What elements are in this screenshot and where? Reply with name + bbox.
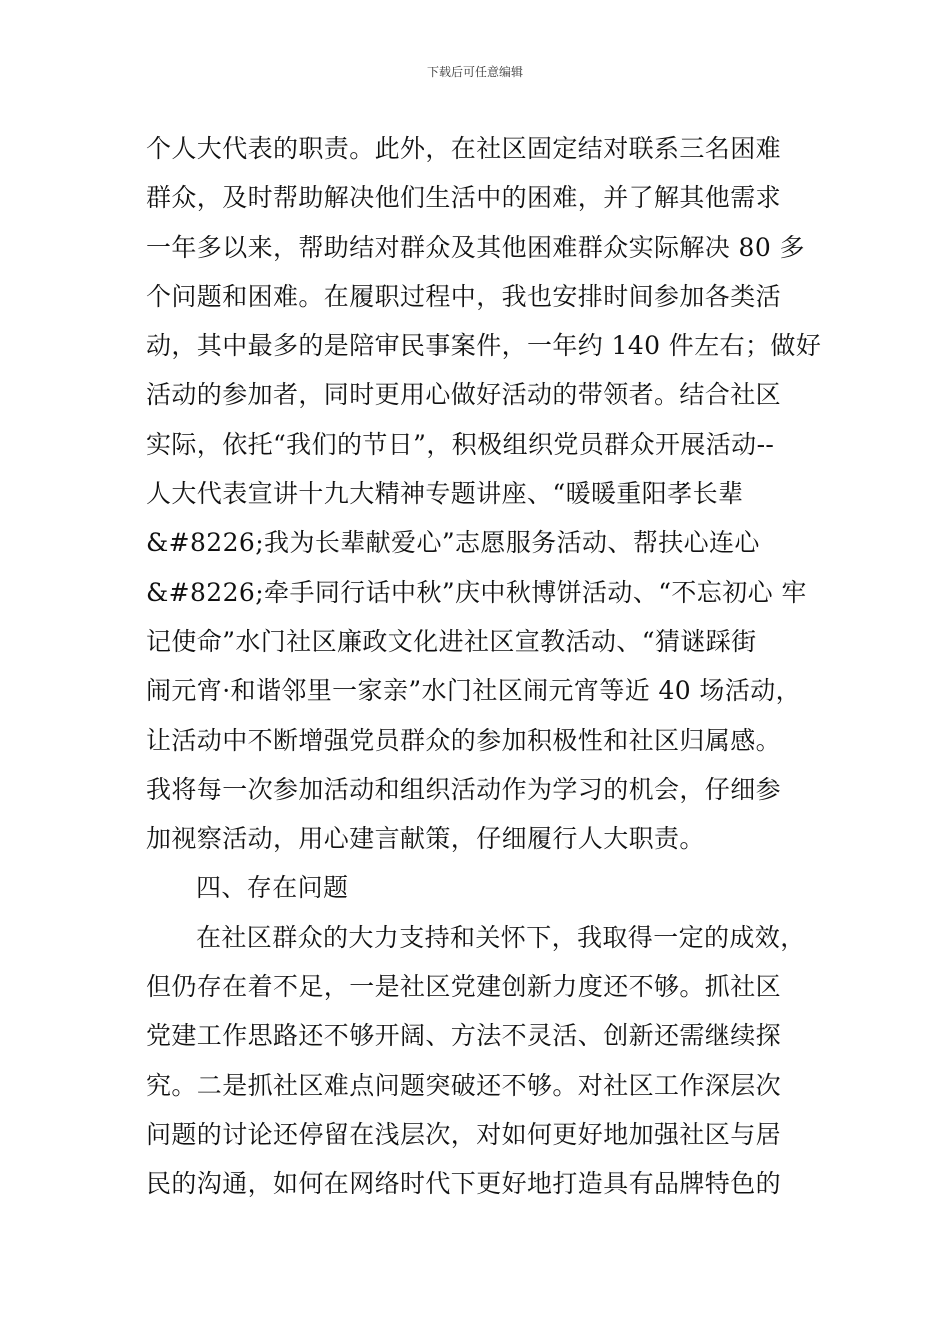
text-line: 动，其中最多的是陪审民事案件，一年约 140 件左右；做好 <box>146 331 822 361</box>
text-line: 群众，及时帮助解决他们生活中的困难，并了解其他需求 <box>146 183 782 213</box>
text-line: 我将每一次参加活动和组织活动作为学习的机会，仔细参 <box>146 774 782 804</box>
text-line: 闹元宵·和谐邻里一家亲”水门社区闹元宵等近 40 场活动， <box>146 676 802 706</box>
text-line: 人大代表宣讲十九大精神专题讲座、“暖暖重阳孝长辈 <box>146 479 744 509</box>
text-line: 活动的参加者，同时更用心做好活动的带领者。结合社区 <box>146 380 782 410</box>
text-line: &#8226;我为长辈献爱心”志愿服务活动、帮扶心连心 <box>146 528 760 558</box>
text-line: 加视察活动，用心建言献策，仔细履行人大职责。 <box>146 824 705 854</box>
text-line: 党建工作思路还不够开阔、方法不灵活、创新还需继续探 <box>146 1021 782 1051</box>
text-line: 让活动中不断增强党员群众的参加积极性和社区归属感。 <box>146 725 782 755</box>
text-line: 实际，依托“我们的节日”，积极组织党员群众开展活动-- <box>146 429 775 459</box>
text-line: 问题的讨论还停留在浅层次，对如何更好地加强社区与居 <box>146 1119 782 1149</box>
text-line: 民的沟通，如何在网络时代下更好地打造具有品牌特色的 <box>146 1169 782 1199</box>
text-line: 个人大代表的职责。此外，在社区固定结对联系三名困难 <box>146 134 782 163</box>
text-line: 个问题和困难。在履职过程中，我也安排时间参加各类活 <box>146 281 782 311</box>
text-line: 四、存在问题 <box>196 873 349 903</box>
text-line: 在社区群众的大力支持和关怀下，我取得一定的成效， <box>196 922 806 952</box>
document-body <box>146 124 846 1209</box>
text-line: 但仍存在着不足，一是社区党建创新力度还不够。抓社区 <box>146 972 782 1002</box>
text-line: &#8226;牵手同行话中秋”庆中秋博饼活动、“不忘初心 牢 <box>146 577 807 607</box>
text-line: 一年多以来，帮助结对群众及其他困难群众实际解决 80 多 <box>146 232 805 262</box>
text-line: 究。二是抓社区难点问题突破还不够。对社区工作深层次 <box>146 1070 782 1100</box>
page-header: 下载后可任意编辑 <box>426 65 523 79</box>
text-line: 记使命”水门社区廉政文化进社区宣教活动、“猜谜踩街 <box>146 626 757 656</box>
